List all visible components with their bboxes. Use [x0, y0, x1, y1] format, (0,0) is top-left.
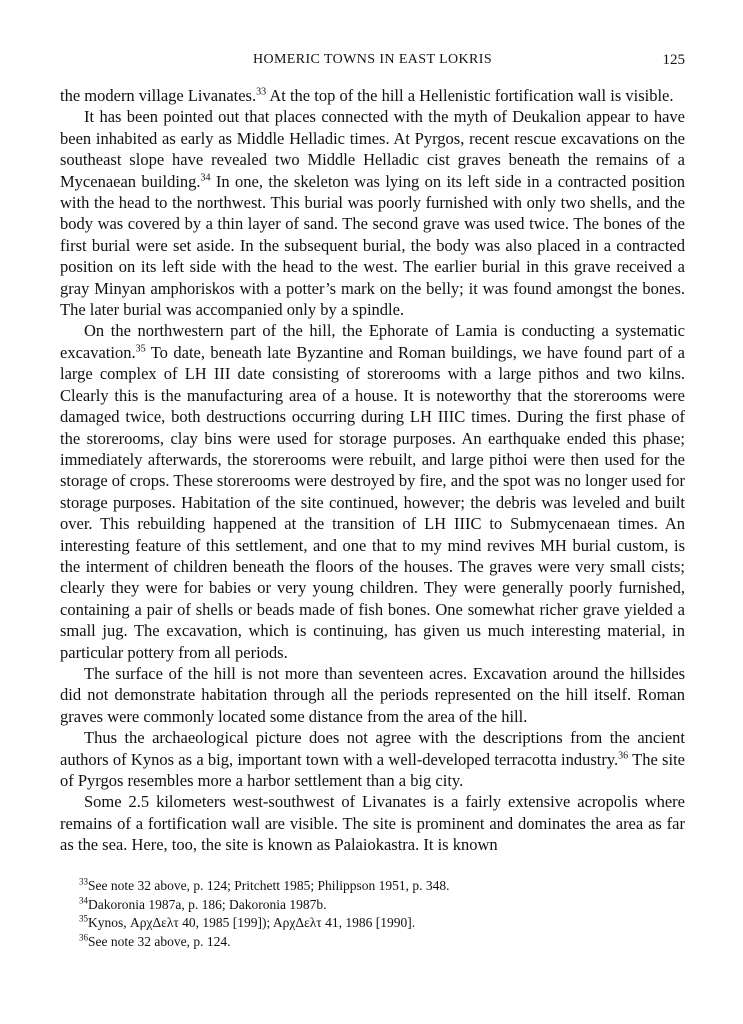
- paragraph-1: [60, 85, 685, 106]
- footnote-number: 35: [79, 913, 88, 924]
- footnote-ref-35: 35: [135, 343, 146, 355]
- footnote-number: 34: [79, 895, 88, 905]
- footnote-text: See note 32 above, p. 124.: [88, 933, 231, 949]
- footnote-number: 36: [79, 932, 88, 942]
- paragraph-text: It has been pointed out that places connected with the myth of Deukalion appear to have been inhabited as early as Middle Helladic times. At Pyrgos, recent rescue excavations on the southeast slope have revealed two Middle Helladic cist graves beneath the remains of a Mycenaean building.: [60, 107, 685, 191]
- paragraph-text: Some 2.5 kilometers west-southwest of Livanates is a fairly extensive acropolis where remains of a fortification wall are visible. The site is prominent and dominates the area as far as the sea. Here, too, the site is known as Palaiokastra. It is known: [60, 792, 685, 855]
- paragraph-text: On the northwestern part of the hill, the Ephorate of Lamia is conducting a systematic excavation.: [60, 321, 685, 362]
- footnote-text: Dakoronia 1987a, p. 186; Dakoronia 1987b.: [88, 896, 327, 912]
- footnote-ref-36: 36: [618, 750, 629, 762]
- footnotes: [79, 877, 679, 951]
- paragraph-text: the modern village Livanates.: [60, 86, 257, 105]
- footnote-text: See note 32 above, p. 124; Pritchett 1985; Philippson 1951, p. 348.: [88, 878, 450, 893]
- footnote-ref-33: 33: [256, 86, 267, 98]
- paragraph-text: At the top of the hill a Hellenistic fortification wall is visible.: [266, 86, 674, 105]
- running-head-title: HOMERIC TOWNS IN EAST LOKRIS: [252, 52, 493, 67]
- footnote-number: 33: [79, 876, 88, 887]
- footnote-34: [79, 896, 679, 915]
- page-number: 125: [662, 52, 685, 68]
- footnote-text: Kynos, ΑρχΔελτ 40, 1985 [199]); ΑρχΔελτ 41, 1986 [1990].: [88, 915, 416, 930]
- body-text: [60, 85, 685, 856]
- paragraph-text: Thus the archaeological picture does not agree with the descriptions from the ancient authors of Kynos as a big, important town with a well-developed terracotta industry.: [60, 728, 685, 769]
- paragraph-text: The surface of the hill is not more than seventeen acres. Excavation around the hillsides did not demonstrate habitation through all the periods represented on the hill itself. Roman graves were commonly located some distance from the area of the hill.: [60, 663, 685, 726]
- paragraph-5: [60, 727, 685, 791]
- footnote-ref-34: 34: [200, 172, 211, 184]
- running-head: [60, 50, 685, 70]
- paragraph-4: [60, 663, 685, 727]
- paragraph-2: [60, 106, 685, 320]
- footnote-35: [79, 914, 679, 933]
- paragraph-text: To date, beneath late Byzantine and Roman buildings, we have found part of a large complex of LH III date consisting of storerooms with a large pithos and two kilns. Clearly this is the manufacturing area of a house. It is noteworthy that the storerooms were damaged twice, both destructions occurring during LH IIIC times. During the first phase of the storerooms, clay bins were used for storage purposes. An earthquake ended this phase; immediately afterwards, the storerooms were rebuilt, and large pithoi were then used for the storage of crops. These storerooms were destroyed by fire, and the spot was no longer used for storage purposes. Habitation of the site continued, however; the debris was leveled and built over. This rebuilding happened at the transition of LH IIIC to Submycenaean times. An interesting feature of this settlement, and one that to my mind revives MH burial custom, is the interment of children beneath the floors of the houses. The graves were very small cists; clearly they were for babies or very young children. They were generally poorly furnished, containing a pair of shells or beads made of fish bones. One somewhat richer grave yielded a small jug. The excavation, which is continuing, has given us much interesting material, in particular pottery from all periods.: [60, 342, 685, 662]
- paragraph-text: In one, the skeleton was lying on its left side in a contracted position with the head to the northwest. This burial was poorly furnished with only two shells, and the body was covered by a thin layer of sand. The second grave was used twice. The bones of the first burial were set aside. In the subsequent burial, the body was also placed in a contracted position on its left side with the head to the west. The earlier burial in this grave received a gray Minyan amphoriskos with a potter’s mark on the belly; it was found amongst the bones. The later burial was accompanied only by a spindle.: [60, 171, 685, 320]
- footnote-33: [79, 877, 679, 896]
- paragraph-3: [60, 320, 685, 663]
- paragraph-text: The site of Pyrgos resembles more a harbor settlement than a big city.: [60, 749, 685, 790]
- footnote-36: [79, 933, 679, 952]
- paragraph-6: [60, 791, 685, 855]
